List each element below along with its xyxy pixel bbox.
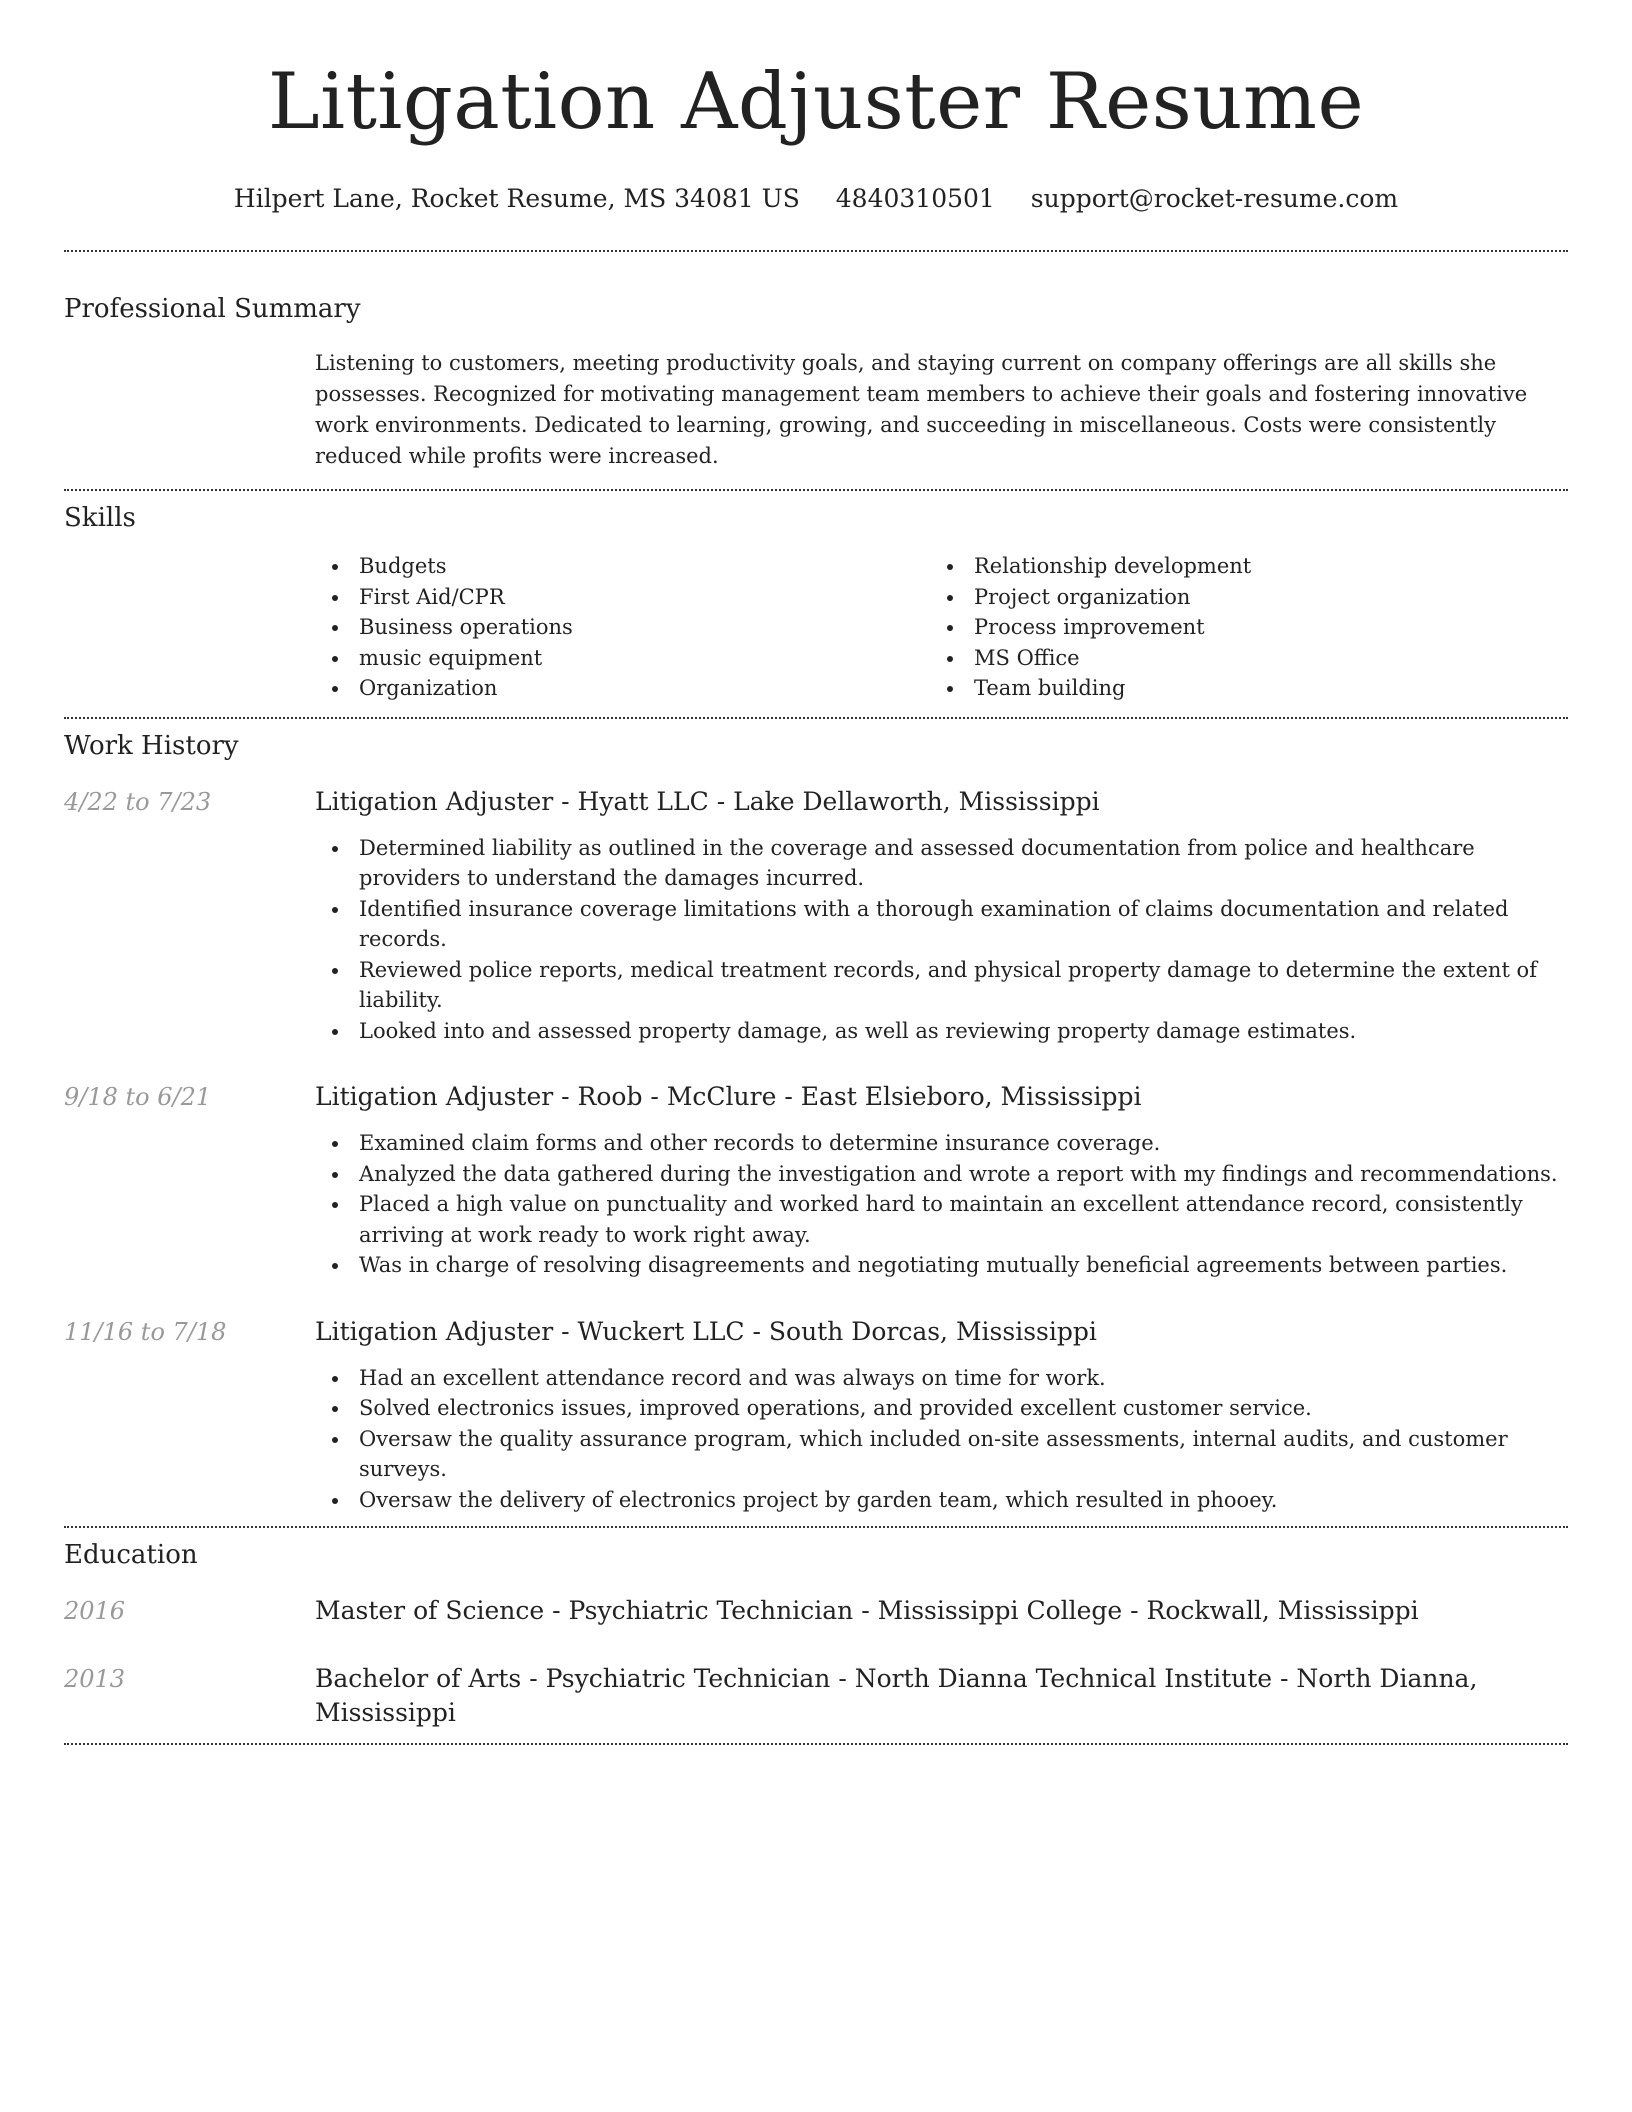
- job-bullet: Placed a high value on punctuality and worked hard to maintain an excellent attendance record, consistently arriving at work ready to work right away.: [315, 1189, 1568, 1250]
- skill-item: Team building: [930, 673, 1545, 704]
- contact-phone: 4840310501: [835, 184, 995, 213]
- job-dates: 9/18 to 6/21: [64, 1083, 212, 1111]
- education-title: Master of Science - Psychiatric Technician - Mississippi College - Rockwall, Mississippi: [315, 1596, 1419, 1625]
- resume-title: Litigation Adjuster Resume: [267, 57, 1365, 147]
- education-year: 2016: [64, 1597, 126, 1625]
- job-entry: [64, 1315, 1568, 1516]
- summary-heading: Professional Summary: [64, 294, 361, 324]
- job-bullet: Identified insurance coverage limitations with a thorough examination of claims documentation and related records.: [315, 894, 1568, 955]
- job-bullet: Examined claim forms and other records to determine insurance coverage.: [315, 1128, 1568, 1159]
- job-title: Litigation Adjuster - Hyatt LLC - Lake Dellaworth, Mississippi: [315, 786, 1100, 816]
- education-details: [315, 1594, 1568, 1628]
- resume-page: [64, 0, 1568, 1745]
- job-bullet: Solved electronics issues, improved operations, and provided excellent customer service.: [315, 1393, 1568, 1424]
- skill-item: Project organization: [930, 582, 1545, 613]
- skills-column-right: [930, 551, 1545, 704]
- section-divider: [64, 1526, 1568, 1528]
- education-details: [315, 1662, 1568, 1730]
- job-details: [315, 1315, 1568, 1516]
- skill-item: music equipment: [315, 643, 930, 674]
- job-details: [315, 1080, 1568, 1281]
- job-bullet: Reviewed police reports, medical treatment records, and physical property damage to determine the extent of liability.: [315, 955, 1568, 1016]
- job-bullet: Was in charge of resolving disagreements and negotiating mutually beneficial agreements between parties.: [315, 1250, 1568, 1281]
- section-divider: [64, 489, 1568, 491]
- job-bullet: Had an excellent attendance record and was always on time for work.: [315, 1363, 1568, 1394]
- summary-text: Listening to customers, meeting productivity goals, and staying current on company offerings are all skills she possesses. Recognized for motivating management team members to achieve their goals and fostering innovative work environments. Dedicated to learning, growing, and succeeding in miscellaneous. Costs were consistently reduced while profits were increased.: [315, 351, 1528, 468]
- job-dates: 4/22 to 7/23: [64, 787, 212, 816]
- job-details: [315, 785, 1568, 1047]
- resume-header: [64, 0, 1568, 216]
- work-history-heading: Work History: [64, 730, 239, 761]
- education-entry: [64, 1594, 1568, 1628]
- education-title: Bachelor of Arts - Psychiatric Technician - North Dianna Technical Institute - North Dianna, Mississippi: [315, 1664, 1478, 1727]
- contact-line: [64, 182, 1568, 216]
- job-bullets: [315, 1363, 1568, 1516]
- job-bullet: Oversaw the quality assurance program, which included on-site assessments, internal audits, and customer surveys.: [315, 1424, 1568, 1485]
- job-title: Litigation Adjuster - Roob - McClure - East Elsieboro, Mississippi: [315, 1082, 1142, 1111]
- job-bullet: Determined liability as outlined in the coverage and assessed documentation from police and healthcare providers to understand the damages incurred.: [315, 833, 1568, 894]
- section-divider: [64, 1743, 1568, 1745]
- skill-item: Process improvement: [930, 612, 1545, 643]
- section-divider: [64, 250, 1568, 252]
- skill-item: Organization: [315, 673, 930, 704]
- skills-list: [315, 551, 1568, 704]
- skills-heading: Skills: [64, 503, 136, 533]
- education-year: 2013: [64, 1665, 126, 1693]
- skill-item: MS Office: [930, 643, 1545, 674]
- skill-item: First Aid/CPR: [315, 582, 930, 613]
- skill-item: Budgets: [315, 551, 930, 582]
- job-title: Litigation Adjuster - Wuckert LLC - South Dorcas, Mississippi: [315, 1316, 1097, 1346]
- job-dates: 11/16 to 7/18: [64, 1317, 227, 1346]
- job-bullet: Analyzed the data gathered during the investigation and wrote a report with my findings and recommendations.: [315, 1159, 1568, 1190]
- job-entry: [64, 1080, 1568, 1281]
- skill-item: Business operations: [315, 612, 930, 643]
- skills-column-left: [315, 551, 930, 704]
- job-bullets: [315, 1128, 1568, 1281]
- education-entry: [64, 1662, 1568, 1730]
- job-bullet: Oversaw the delivery of electronics project by garden team, which resulted in phooey.: [315, 1485, 1568, 1516]
- contact-address: Hilpert Lane, Rocket Resume, MS 34081 US: [233, 184, 800, 213]
- job-bullet: Looked into and assessed property damage, as well as reviewing property damage estimates.: [315, 1016, 1568, 1047]
- education-heading: Education: [64, 1540, 198, 1570]
- job-entry: [64, 785, 1568, 1047]
- contact-email: support@rocket-resume.com: [1030, 184, 1399, 213]
- job-bullets: [315, 833, 1568, 1047]
- skill-item: Relationship development: [930, 551, 1545, 582]
- section-divider: [64, 717, 1568, 719]
